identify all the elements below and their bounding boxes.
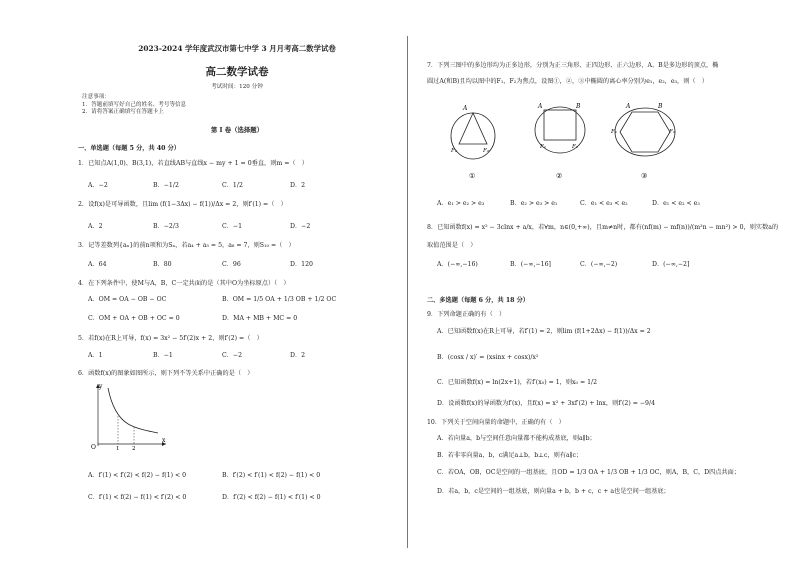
q10-option-c: C．若OA，OB，OC是空间的一组基底，且OD = 1/3 OA + 1/3 OB + 1/3 OC，则A，B，C，D四点共面； [437,469,741,476]
q5-option-d: D．2 [290,352,306,359]
fig1-label-a: A [463,105,468,112]
q10-option-d: D．若a，b，c是空间的一组基底，则向量a + b，b + c，c + a也是空间一组基底； [437,488,670,495]
question-8: 8．已知函数f(x) = x² − 3clnx + a/x，若∀m，n∈(0,+∞)，且m≠n时，都有(nf(m) − mf(n))/(m²n − mn²) > 0，则实数a的 [427,224,779,231]
part-one-title: 第 I 卷（选择题） [210,126,264,134]
q2-option-c: C．−1 [222,223,243,230]
fig2-label-f1: F₁ [540,144,547,150]
q2-option-a: A．2 [88,223,103,230]
fig2-label-b: B [576,103,581,110]
q2-option-d: D．−2 [290,223,311,230]
q6-option-c: C．f′(1) < f(2) − f(1) < f′(2) < 0 [88,494,187,501]
question-1: 1．已知点A(1,0)，B(3,1)，若直线AB与直线x − my + 1 = 0垂直，则m =（ ） [78,160,308,167]
question-8-line2: 取值范围是（ ） [427,242,477,249]
question-10: 10．下列关于空间向量的命题中，正确的有（ ） [427,419,565,426]
graph-x-label: x [162,437,166,444]
q7-figure-1 [445,100,505,180]
fig3-label-f2: F₂ [669,129,676,135]
graph-tick-2: 2 [132,446,136,450]
q3-option-d: D．120 [290,261,313,268]
graph-y-label: y [99,383,103,390]
q8-option-a: A．(−∞,−16) [437,261,478,268]
q6-option-b: B．f′(2) < f′(1) < f(2) − f(1) < 0 [222,472,321,479]
section-single-choice: 一、单选题（每题 5 分，共 40 分） [78,145,180,152]
fig1-number: ① [469,172,476,180]
q5-option-b: B．−1 [153,352,173,359]
question-4: 4．在下列条件中，使M与A，B，C一定共面的是（其中O为坐标原点）（ ） [78,280,290,287]
q7-option-d: D．e₁ < e₂ < e₃ [652,200,700,207]
notice-block [82,94,186,117]
fig3-label-a: A [626,103,631,110]
q1-option-c: C．1/2 [222,182,243,189]
fig2-number: ② [556,172,563,180]
q6-option-a: A．f′(1) < f′(2) < f(2) − f(1) < 0 [88,472,187,479]
question-7: 7．下列三图中的多边形均为正多边形，分别为正三角形、正四边形、正六边形，A、B是多边形的顶点，椭 [427,62,719,69]
q10-option-a: A．若向量a，b与空间任意向量都不能构成基底，则a∥b； [437,435,596,442]
q8-option-c: C．(−∞,−2) [580,261,618,268]
exam-subtitle: 高二数学试卷 [205,66,269,78]
question-3: 3．记等差数列{aₙ}的前n项和为Sₙ，若a₄ + a₅ = 5，a₈ = 7，则S₁₀ =（ ） [78,242,295,249]
notice-item: 2．请将答案正确填写在答题卡上 [82,109,164,116]
column-divider [407,36,408,548]
question-9: 9．下列命题正确的有（ ） [427,311,506,318]
q3-option-c: C．96 [222,261,241,268]
q9-option-d: D．设函数f(x)的导函数为f′(x)，且f(x) = x² + 3xf′(2) + lnx，则f′(2) = −9/4 [437,400,656,407]
q9-option-b: B．(cosx / x)′ = (xsinx + cosx)/x² [437,354,539,361]
fig1-label-f2: F₂ [483,148,490,154]
q1-option-a: A．−2 [88,182,108,189]
question-2: 2．设f(x)是可导函数，且lim (f(1−3Δx) − f(1))/Δx = 2，则f′(1) =（ ） [78,201,287,208]
question-7-line2: 圆过A(和B)且均以图中的F₁，F₂为焦点，设图①，②，③中椭圆的离心率分别为e₁，e₂，e₃，则（ ） [427,78,708,85]
q1-option-d: D．2 [290,182,306,189]
q7-figure-3 [610,100,680,180]
q4-option-b: B．OM = 1/5 OA + 1/3 OB + 1/2 OC [222,296,337,303]
fig3-number: ③ [641,172,648,180]
q7-option-c: C．e₁ < e₃ < e₂ [580,200,628,207]
q1-option-b: B．−1/2 [153,182,179,189]
section-multiple-choice: 二、多选题（每题 6 分，共 18 分） [427,297,529,304]
q8-option-b: B．(−∞,−16] [510,261,551,268]
graph-origin-label: O [91,444,96,450]
q3-option-b: B．80 [153,261,172,268]
graph-tick-1: 1 [116,446,120,450]
q4-option-c: C．OM + OA + OB + OC = 0 [88,315,180,322]
notice-item: 1．答题前填写好自己的姓名、考号等信息 [82,101,187,108]
q7-figure-2 [530,100,590,180]
notice-heading: 注意事项： [82,94,110,100]
q4-option-d: D．MA + MB + MC = 0 [222,315,298,322]
q9-option-a: A．已知函数f(x)在R上可导，若f′(1) = 2，则lim (f(1+2Δx) − f(1))/Δx = 2 [437,328,651,335]
question-5: 5．若f(x)在R上可导，f(x) = 3x² − 5f′(2)x + 2，则f′(2) =（ ） [78,335,263,342]
q9-option-c: C．已知函数f(x) = ln(2x+1)，若f′(x₀) = 1，则x₀ = 1/2 [437,379,598,386]
q6-function-graph [86,380,170,450]
fig3-label-f1: F₁ [611,129,618,135]
fig3-label-b: B [658,103,663,110]
fig2-label-a: A [538,103,543,110]
q6-option-d: D．f′(2) < f(2) − f(1) < f′(1) < 0 [222,494,321,501]
q5-option-a: A．1 [88,352,103,359]
question-6: 6．函数f(x)的图象如图所示，则下列不等关系中正确的是（ ） [78,370,254,377]
exam-title: 2023-2024 学年度武汉市第七中学 3 月月考高二数学试卷 [138,44,336,53]
q7-option-b: B．e₂ > e₃ > e₁ [510,200,558,207]
exam-time: 考试时间：120 分钟 [211,84,263,90]
q10-option-b: B．若非零向量a，b，c满足a⊥b，b⊥c，则有a∥c； [437,452,583,459]
q3-option-a: A．64 [88,261,107,268]
q2-option-b: B．−2/3 [153,223,179,230]
q4-option-a: A．OM = OA − OB − OC [88,296,167,303]
q8-option-d: D．(−∞,−2] [652,261,690,268]
q5-option-c: C．−2 [222,352,243,359]
q7-option-a: A．e₁ > e₂ > e₃ [437,200,485,207]
fig2-label-f2: F₂ [572,144,579,150]
fig1-label-f1: F₁ [451,148,458,154]
